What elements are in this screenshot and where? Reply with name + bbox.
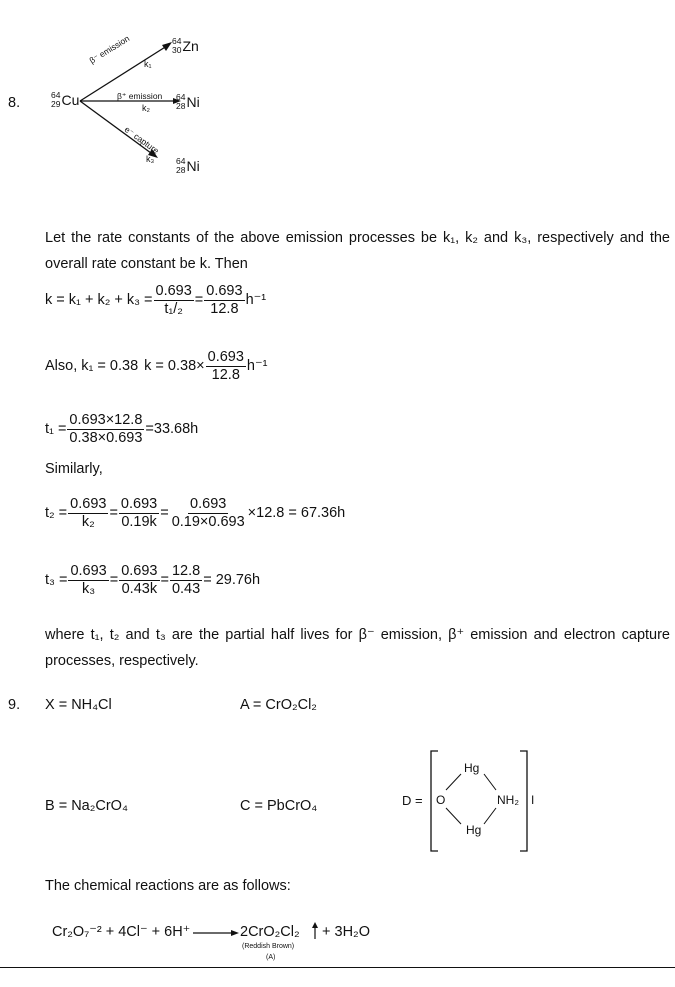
- atom-hg-bottom: Hg: [466, 823, 482, 837]
- beta-plus-label: β⁺ emission: [117, 91, 163, 101]
- page-bottom-rule: [0, 967, 675, 968]
- compound-a: A = CrO₂Cl₂: [240, 697, 317, 713]
- parent-nuclide: 64 29 Cu: [51, 90, 80, 109]
- reaction-rest: + 3H₂O: [318, 924, 370, 940]
- product-ni-1: 64 28 Ni: [176, 92, 200, 111]
- partial-half-lives-text: where t₁, t₂ and t₃ are the partial half lives for β⁻ emission, β⁺ emission and electron capture processes, respectively.: [45, 627, 670, 669]
- k2-label: k₂: [142, 103, 150, 113]
- reaction-product: 2CrO₂Cl₂: [240, 924, 300, 940]
- reaction-arrow: [192, 928, 240, 938]
- compound-x: X = NH₄Cl: [45, 697, 112, 713]
- product-ni-2: 64 28 Ni: [176, 156, 200, 175]
- product-zn: 64 30 Zn: [172, 36, 199, 55]
- compound-d-label: D =: [402, 793, 423, 808]
- reaction-equation: [52, 925, 190, 940]
- product-label-a: (A): [266, 954, 276, 961]
- equation-k1: Also, k₁ = 0.38 k = 0.38× $\frac{0.693}{12.8}$ h⁻¹: [45, 349, 268, 383]
- k3-label: k₃: [146, 154, 155, 164]
- rate-constants-intro: Let the rate constants of the above emission processes be k₁, k₂ and k₃, respectively and the overall rate constant be k. Then: [45, 230, 670, 272]
- atom-o: O: [436, 793, 446, 807]
- compound-b: B = Na₂CrO₄: [45, 798, 128, 814]
- equation-t3: t₃ = $\frac{0.693}{\text{k₃}}$ = $\frac{0.693}{0.43k}$ = $\frac{12.8}{0.43}$ = 29.76h: [45, 563, 261, 597]
- atom-nh2: NH₂: [497, 793, 519, 807]
- equation-t2: t₂ = $\frac{0.693}{\text{k₂}}$ = $\frac{0.693}{0.19k}$ = $\frac{0.693}{0.19\times 0.693}$ ×12.8 = 67.36h: [45, 496, 346, 530]
- question-number-9: 9.: [8, 697, 21, 713]
- equation-overall-k: k = k₁ + k₂ + k₃ = $\frac{0.693}{\text{t₁/₂}}$ = $\frac{0.693}{12.8}$ h⁻¹: [45, 283, 267, 317]
- reaction-reactants: Cr₂O₇⁻² + 4Cl⁻ + 6H⁺: [52, 924, 191, 940]
- question-number-8: 8.: [8, 95, 21, 111]
- atom-hg-top: Hg: [464, 761, 480, 775]
- counter-ion: I: [531, 793, 535, 807]
- k1-label: k₁: [144, 59, 152, 69]
- product-color-note: (Reddish Brown): [242, 943, 295, 950]
- beta-minus-label: β⁻ emission: [87, 33, 132, 66]
- reactions-intro: The chemical reactions are as follows:: [45, 878, 291, 894]
- similarly-text: Similarly,: [45, 461, 103, 477]
- compound-c: C = PbCrO₄: [240, 798, 318, 814]
- equation-t1: t₁ = $\frac{0.693\times 12.8}{0.38\times 0.693}$ =33.68h: [45, 412, 199, 446]
- e-capture-label: e⁻ capture: [122, 124, 161, 156]
